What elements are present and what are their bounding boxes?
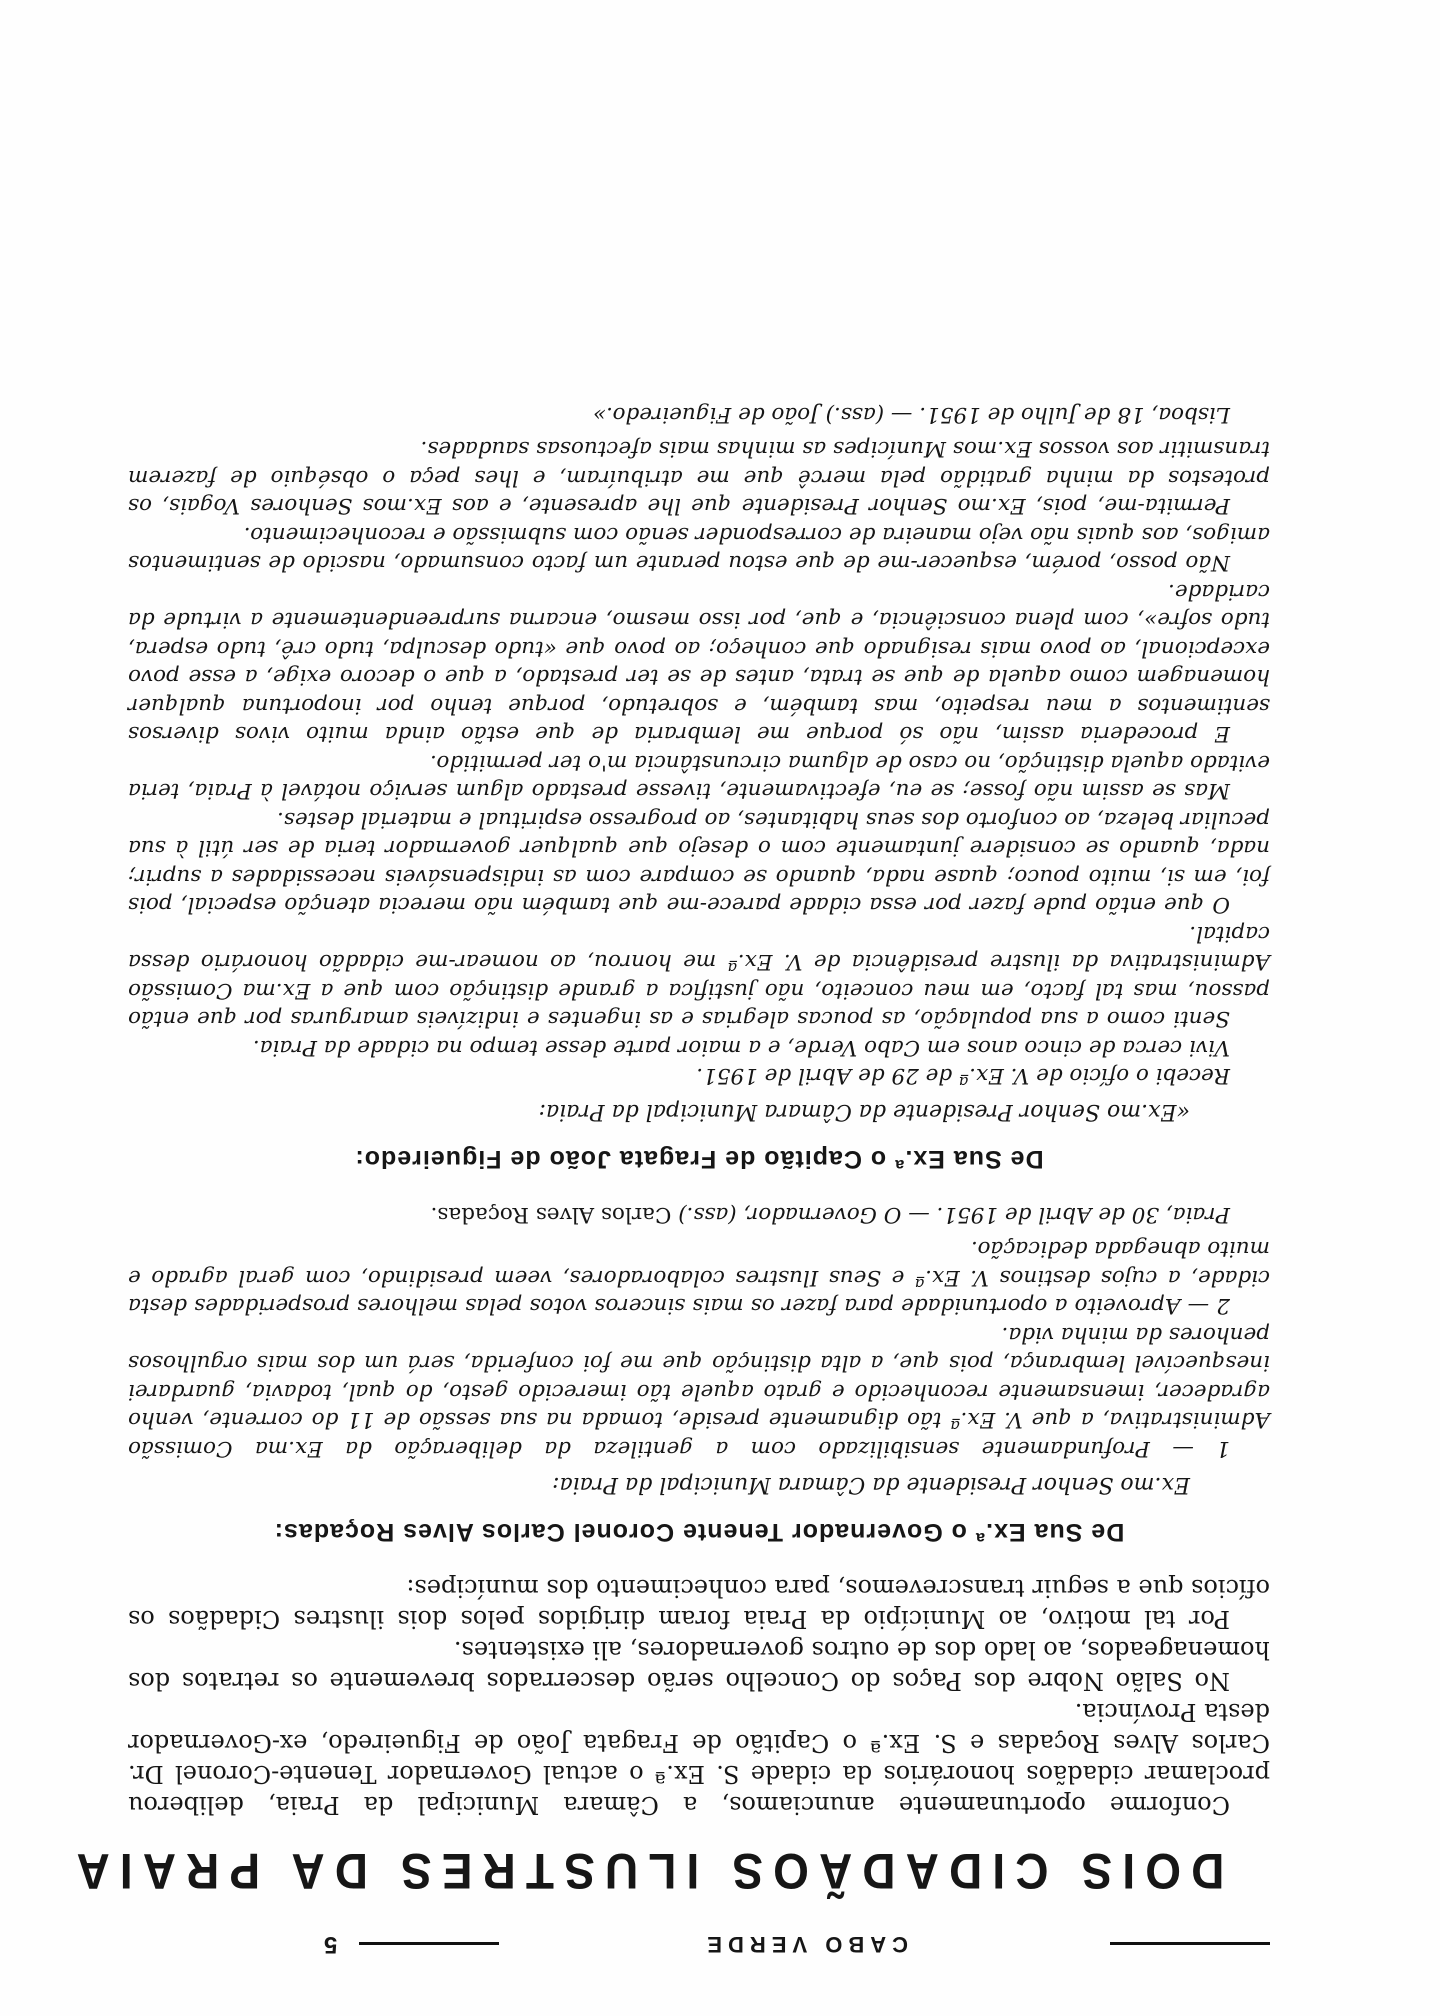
letter-paragraph: O que então pude fazer por essa cidade parece-me que também não merecia atenção especial, pois foi, em si, muito pouco; quase nada, quando se compare com as indispensáveis necessidades a suprir; nada, quando se considere juntamente com o desejo que qualquer governador teria de ser útil à sua peculiar beleza, ao conforto dos seus habitantes, ao progresso espiritual e material destes. (128, 807, 1270, 918)
letter-paragraph: 1 — Profundamente sensibilizado com a gentileza da deliberação da Ex.ma Comissão Administrativa, a que V. Ex.ª tão dignamente preside, tomada na sua sessão de 11 do corrente, venho agradecer, imensamente reconhecido e grato aquele tão imerecido gesto, do qual, todavia, guardarei inesquecível lembrança, pois que, a alta distinção que me foi conferida, será um dos mais orgulhosos penhores da minha vida. (128, 1322, 1270, 1461)
letter-heading-figueiredo: De Sua Ex.ª o Capitão de Fragata João de Figueiredo: (354, 1145, 1044, 1174)
signature-name: Carlos Alves Roçadas. (430, 1202, 672, 1227)
publication-name: CABO VERDE (701, 1932, 908, 1957)
letter-paragraph: Mas se assim não fosse; se eu, efectivamente, tivesse prestado algum serviço notável à Praia, teria evitado aquela distinção, no caso de alguma circunstância m'o ter permitido. (128, 750, 1270, 804)
letter-paragraph: Não posso, porém, esquecer-me de que estou perante um facto consumado, nascido de sentimentos amigos, aos quais não vejo maneira de corresponder senão com submissão e reconhecimento. (128, 522, 1270, 576)
letter-paragraph: 2 — Aproveito a oportunidade para fazer os mais sinceros votos pelas melhores prosperidades desta cidade, a cujos destinos V. Ex.ª e Seus Ilustres colaboradores, veem presidindo, com geral agrado e muito abnegada dedicação. (128, 1236, 1270, 1319)
page-number: 5 (323, 1931, 338, 1958)
letter-paragraph: E procederia assim, não só porque me lembraria de que estão ainda muito vivos diversos sentimentos a meu respeito, mas também, e sobretudo, porque tenho por inoportuna qualquer homenagem como aquela de que se trata, antes de se ter prestado, a que o decoro exige, a esse povo excepcional, ao povo mais resignado que conheço; ao povo que «tudo desculpa, tudo crê, tudo espera, tudo sofre», com plena consciência, e que, por isso mesmo, encarna surpreendentemente a virtude da caridade. (128, 579, 1270, 747)
letter-paragraph: Permita-me, pois, Ex.mo Senhor Presidente que lhe apresente, e aos Ex.mos Senhores Vogais, os protestos da minha gratidão pela mercê que me atribuíram, e lhes peça o obséquio de fazerem transmitir aos vossos Ex.mos Munícipes as minhas mais afectuosas saudades. (128, 436, 1270, 519)
intro-paragraph: Por tal motivo, ao Município da Praia foram dirigidos pelos dois ilustres Cidadãos os ofícios que a seguir transcrevemos, para conhecimento dos munícipes: (128, 1574, 1270, 1633)
letter-paragraph: Recebi o ofício de V. Ex.ª de 29 de Abril de 1951. (696, 1063, 1230, 1089)
intro-paragraph: No Salão Nobre dos Paços do Concelho serão descerrados brevemente os retratos dos homenageados, ao lado dos de outros governadores, ali existentes. (128, 1636, 1270, 1695)
letter-signature: Lisboa, 18 de Julho de 1951. — (ass.) João de Figueiredo.» (592, 402, 1230, 427)
signature-dateline: Praia, 30 de Abril de 1951. — O Governador, (ass.) (678, 1202, 1230, 1227)
running-head (128, 1930, 1270, 1958)
letter-paragraph: Senti como a sua população, as poucas alegrias e as ingentes e indizíveis amarguras por que então passou, mas tal facto, em meu conceito, não justifica a grande distinção com que a Ex.ma Comissão Administrativa da ilustre presidência de V. Ex.ª me honrou, ao nomear-me cidadão honorário dessa capital. (128, 921, 1270, 1032)
header-rule-left (1110, 1943, 1270, 1946)
letter-signature (128, 1200, 1270, 1229)
header-rule-right (359, 1943, 499, 1946)
page-content (66, 400, 1270, 1959)
letter-salutation: «Ex.mo Senhor Presidente da Câmara Municipal da Praia: (538, 1099, 1190, 1125)
letter-salutation: Ex.mo Senhor Presidente da Câmara Municipal da Praia: (552, 1472, 1190, 1497)
letter-rocadas (128, 1200, 1270, 1498)
intro-paragraph: Conforme oportunamente anunciamos, a Câmara Municipal da Praia, deliberou proclamar cidadãos honorários da cidade S. Ex.ª o actual Governador Tenente-Coronel Dr. Carlos Alves Roçadas e S. Ex.ª o Capitão de Fragata João de Figueiredo, ex-Governador desta Província. (128, 1698, 1270, 1819)
article-title: DOIS CIDADÃOS ILUSTRES DA PRAIA (66, 1843, 1225, 1899)
letter-paragraph: Vivi cerca de cinco anos em Cabo Verde, e a maior parte desse tempo na cidade da Praia. (252, 1035, 1230, 1060)
letter-figueiredo (128, 400, 1270, 1125)
letter-heading-rocadas: De Sua Ex.ª o Governador Tenente Coronel Carlos Alves Roçadas: (273, 1518, 1125, 1546)
article-intro (128, 1572, 1270, 1820)
